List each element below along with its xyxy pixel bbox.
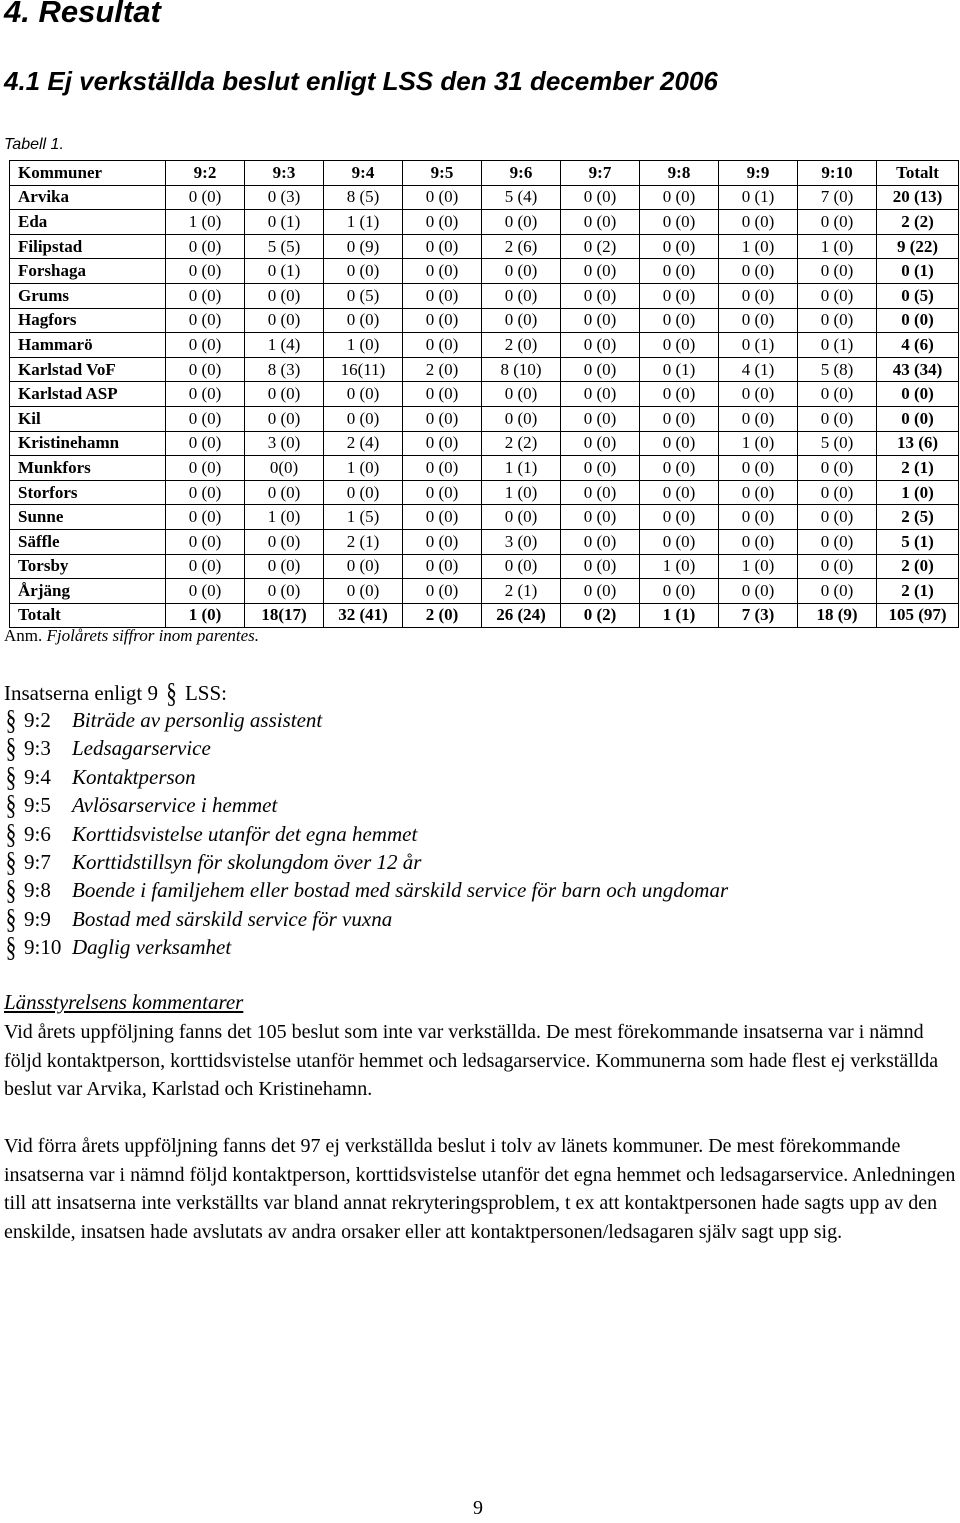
table-cell: 0 (0) [324, 308, 403, 333]
table-cell: 1 (0) [482, 480, 561, 505]
row-total-cell: 0 (5) [877, 283, 959, 308]
municipality-name: Munkfors [10, 456, 166, 481]
table-row [10, 283, 959, 308]
table-cell: 1 (1) [640, 603, 719, 628]
table-row [10, 505, 959, 530]
table-cell: 0 (0) [403, 210, 482, 235]
column-header: 9:7 [561, 161, 640, 186]
table-cell: 0 (0) [798, 308, 877, 333]
municipality-name: Arvika [10, 185, 166, 210]
table-row [10, 480, 959, 505]
table-cell: 0 (0) [640, 185, 719, 210]
table-cell: 0 (0) [561, 505, 640, 530]
table-cell: 0 (0) [324, 259, 403, 284]
table-cell: 0 (1) [640, 357, 719, 382]
row-total-cell: 2 (1) [877, 579, 959, 604]
row-total-cell: 20 (13) [877, 185, 959, 210]
insats-description: Biträde av personlig assistent [72, 708, 323, 732]
row-total-cell: 2 (2) [877, 210, 959, 235]
row-total-cell: 2 (5) [877, 505, 959, 530]
insats-item [4, 930, 728, 964]
table-cell: 0 (0) [640, 406, 719, 431]
table-cell: 0 (0) [561, 431, 640, 456]
insatser-title-after: LSS: [184, 681, 227, 705]
column-header: Totalt [877, 161, 959, 186]
section-symbol-icon: § [5, 817, 17, 850]
table-row [10, 308, 959, 333]
row-total-cell: 1 (0) [877, 480, 959, 505]
table-cell: 0 (0) [403, 308, 482, 333]
row-total-cell: 0 (0) [877, 308, 959, 333]
table-cell: 0 (0) [403, 505, 482, 530]
table-cell: 0 (0) [798, 406, 877, 431]
table-cell: 0 (0) [640, 431, 719, 456]
table-row [10, 406, 959, 431]
column-header: 9:4 [324, 161, 403, 186]
insats-item [4, 902, 728, 935]
table-cell: 0 (0) [166, 554, 245, 579]
column-header: 9:10 [798, 161, 877, 186]
table-cell: 0 (0) [561, 357, 640, 382]
table-cell: 0 (0) [482, 308, 561, 333]
row-total-cell: 0 (1) [877, 259, 959, 284]
table-cell: 3 (0) [482, 529, 561, 554]
municipality-name: Karlstad ASP [10, 382, 166, 407]
section-symbol-icon: § [5, 902, 17, 935]
table-cell: 0 (0) [561, 308, 640, 333]
table-cell: 0 (0) [166, 406, 245, 431]
table-cell: 2 (1) [324, 529, 403, 554]
table-cell: 0 (0) [324, 554, 403, 579]
table-cell: 3 (0) [245, 431, 324, 456]
table-cell: 1 (1) [324, 210, 403, 235]
municipality-name: Totalt [10, 603, 166, 628]
table-cell: 4 (1) [719, 357, 798, 382]
table-cell: 0 (0) [403, 382, 482, 407]
table-cell: 2 (6) [482, 234, 561, 259]
insatser-title [4, 676, 227, 710]
table-cell: 0 (0) [482, 505, 561, 530]
table-cell: 0 (0) [482, 554, 561, 579]
municipality-name: Storfors [10, 480, 166, 505]
table-cell: 5 (4) [482, 185, 561, 210]
table-cell: 0 (0) [166, 357, 245, 382]
note-prefix: Anm. [4, 626, 43, 645]
column-header: 9:3 [245, 161, 324, 186]
table-cell: 1 (0) [719, 431, 798, 456]
insats-description: Korttidstillsyn för skolungdom över 12 år [72, 849, 422, 874]
municipality-name: Hammarö [10, 333, 166, 358]
table-cell: 0 (0) [482, 406, 561, 431]
table-cell: 0 (5) [324, 283, 403, 308]
table-caption: Tabell 1. [4, 136, 64, 153]
municipality-name: Sunne [10, 505, 166, 530]
table-cell: 0 (0) [166, 382, 245, 407]
table-cell: 0 (0) [561, 185, 640, 210]
table-cell: 0 (0) [166, 529, 245, 554]
table-cell: 0 (0) [798, 382, 877, 407]
insats-description: Ledsagarservice [72, 736, 211, 761]
table-cell: 0 (0) [640, 456, 719, 481]
table-cell: 0 (0) [719, 505, 798, 530]
column-header: 9:2 [166, 161, 245, 186]
page-number: 9 [473, 1497, 483, 1519]
table-cell: 0 (0) [561, 529, 640, 554]
table-cell: 0 (0) [640, 259, 719, 284]
insats-description: Kontaktperson [72, 764, 196, 789]
table-cell: 0 (0) [403, 579, 482, 604]
section-symbol-icon: § [5, 760, 17, 793]
table-cell: 0 (2) [561, 603, 640, 628]
insatser-title-before: Insatserna enligt 9 [4, 681, 158, 705]
table-cell: 0 (0) [561, 210, 640, 235]
table-cell: 0 (0) [719, 259, 798, 284]
insats-item [4, 845, 728, 879]
table-header-row [10, 161, 959, 186]
municipality-name: Grums [10, 283, 166, 308]
table-cell: 2 (0) [482, 333, 561, 358]
table-cell: 0 (0) [324, 480, 403, 505]
table-cell: 0 (1) [719, 185, 798, 210]
table-cell: 0 (0) [640, 382, 719, 407]
table-cell: 0 (0) [719, 480, 798, 505]
table-cell: 0 (0) [324, 382, 403, 407]
table-row [10, 259, 959, 284]
table-cell: 0 (0) [403, 554, 482, 579]
insats-item [4, 732, 728, 765]
insats-item [4, 760, 728, 793]
table-cell: 0 (0) [403, 333, 482, 358]
table-row [10, 529, 959, 554]
table-row [10, 333, 959, 358]
table-cell: 0 (0) [640, 480, 719, 505]
section-heading: 4. Resultat [4, 0, 161, 29]
table-cell: 0 (0) [640, 283, 719, 308]
table-cell: 8 (5) [324, 185, 403, 210]
table-cell: 0 (0) [798, 529, 877, 554]
table-cell: 0 (0) [245, 554, 324, 579]
table-cell: 0 (0) [640, 308, 719, 333]
column-header: 9:8 [640, 161, 719, 186]
insats-description: Avlösarservice i hemmet [72, 793, 278, 818]
table-cell: 0 (0) [561, 382, 640, 407]
table-cell: 0 (0) [166, 234, 245, 259]
table-cell: 0 (0) [719, 382, 798, 407]
table-cell: 0 (9) [324, 234, 403, 259]
table-cell: 5 (8) [798, 357, 877, 382]
insatser-list [4, 703, 729, 964]
table-cell: 16(11) [324, 357, 403, 382]
insats-code: 9:8 [24, 878, 51, 903]
table-cell: 0 (0) [245, 529, 324, 554]
table-cell: 0 (0) [245, 579, 324, 604]
table-cell: 0 (0) [719, 406, 798, 431]
table-cell: 0 (0) [561, 456, 640, 481]
table-cell: 2 (0) [403, 603, 482, 628]
table-cell: 18 (9) [798, 603, 877, 628]
table-cell: 0 (0) [166, 259, 245, 284]
row-total-cell: 9 (22) [877, 234, 959, 259]
municipality-name: Kil [10, 406, 166, 431]
row-total-cell: 5 (1) [877, 529, 959, 554]
table-cell: 18(17) [245, 603, 324, 628]
table-cell: 2 (2) [482, 431, 561, 456]
table-cell: 2 (0) [403, 357, 482, 382]
table-cell: 5 (0) [798, 431, 877, 456]
table-cell: 0 (0) [482, 283, 561, 308]
section-symbol-icon: § [5, 845, 17, 879]
section-symbol-icon: § [5, 703, 17, 737]
row-total-cell: 13 (6) [877, 431, 959, 456]
table-cell: 1 (0) [798, 234, 877, 259]
table-cell: 1 (0) [166, 603, 245, 628]
insats-code: 9:10 [24, 935, 62, 960]
table-cell: 0 (0) [719, 308, 798, 333]
table-cell: 0 (0) [245, 382, 324, 407]
table-cell: 1 (0) [166, 210, 245, 235]
table-cell: 0 (0) [403, 283, 482, 308]
table-cell: 7 (3) [719, 603, 798, 628]
table-cell: 0 (0) [798, 456, 877, 481]
row-total-cell: 0 (0) [877, 382, 959, 407]
insats-code: 9:4 [24, 764, 51, 789]
table-cell: 0 (0) [403, 259, 482, 284]
table-cell: 2 (1) [482, 579, 561, 604]
table-cell: 0 (0) [798, 579, 877, 604]
table-cell: 2 (4) [324, 431, 403, 456]
subsection-heading: 4.1 Ej verkställda beslut enligt LSS den 31 december 2006 [4, 66, 718, 96]
insats-description: Boende i familjehem eller bostad med särskild service för barn och ungdomar [72, 878, 729, 903]
table-cell: 0 (0) [403, 431, 482, 456]
municipality-name: Forshaga [10, 259, 166, 284]
table-cell: 0 (1) [245, 259, 324, 284]
table-cell: 0 (1) [798, 333, 877, 358]
column-header: Kommuner [10, 161, 166, 186]
comments-paragraph: Vid förra årets uppföljning fanns det 97 ej verkställda beslut i tolv av länets kommuner. De mest förekommande insatserna var i nämnd följd kontaktperson, korttidsvistelse utanför det egna hemmet och ledsagarservice. Anledningen till att insatserna inte verkställts var bland annat rekryteringsproblem, t ex att kontaktpersonen hade sagts upp av den enskilde, insatsen hade avslutats av andra orsaker eller att kontaktpersonen/ledsagaren själv sagt upp sig. [4, 1135, 956, 1243]
table-cell: 0 (0) [561, 283, 640, 308]
insats-item [4, 817, 728, 850]
table-cell: 1 (0) [719, 234, 798, 259]
table-cell: 0 (0) [403, 456, 482, 481]
insats-description: Korttidsvistelse utanför det egna hemmet [72, 821, 418, 846]
table-cell: 0 (1) [245, 210, 324, 235]
municipality-name: Hagfors [10, 308, 166, 333]
table-cell: 7 (0) [798, 185, 877, 210]
table-total-row [10, 603, 959, 628]
table-cell: 0 (0) [640, 529, 719, 554]
table-cell: 0 (0) [719, 210, 798, 235]
table-cell: 0 (0) [561, 333, 640, 358]
table-cell: 0 (0) [719, 529, 798, 554]
table-cell: 0 (0) [166, 308, 245, 333]
table-row [10, 357, 959, 382]
table-cell: 1 (1) [482, 456, 561, 481]
insats-description: Bostad med särskild service för vuxna [72, 906, 393, 931]
municipality-name: Karlstad VoF [10, 357, 166, 382]
table-cell: 0 (0) [166, 333, 245, 358]
table-cell: 0 (0) [245, 308, 324, 333]
table-row [10, 554, 959, 579]
municipality-name: Kristinehamn [10, 431, 166, 456]
table-cell: 0 (0) [798, 480, 877, 505]
table-cell: 0 (0) [640, 505, 719, 530]
table-cell: 0 (0) [640, 579, 719, 604]
insats-item [4, 703, 728, 737]
section-symbol-icon: § [5, 788, 17, 822]
lss-results-table [9, 160, 959, 628]
table-cell: 0 (0) [719, 579, 798, 604]
insats-code: 9:6 [24, 821, 51, 846]
table-cell: 1 (0) [719, 554, 798, 579]
table-cell: 0 (0) [324, 406, 403, 431]
row-total-cell: 0 (0) [877, 406, 959, 431]
table-cell: 0 (0) [798, 554, 877, 579]
table-cell: 0 (0) [561, 554, 640, 579]
table-cell: 0 (0) [561, 259, 640, 284]
table-cell: 0 (0) [798, 505, 877, 530]
table-cell: 1 (5) [324, 505, 403, 530]
insats-item [4, 874, 729, 907]
table-cell: 0 (0) [640, 333, 719, 358]
insats-code: 9:5 [24, 793, 51, 818]
table-cell: 1 (0) [245, 505, 324, 530]
municipality-name: Säffle [10, 529, 166, 554]
column-header: 9:5 [403, 161, 482, 186]
section-symbol-icon: § [5, 732, 17, 765]
table-cell: 0 (0) [403, 234, 482, 259]
table-cell: 0 (0) [798, 210, 877, 235]
column-header: 9:6 [482, 161, 561, 186]
municipality-name: Eda [10, 210, 166, 235]
section-symbol-icon: § [5, 874, 17, 907]
comments-paragraph: Vid årets uppföljning fanns det 105 beslut som inte var verkställda. De mest förekommande insatserna var i nämnd följd kontaktperson, korttidsvistelse utanför hemmet och ledsagarservice. Kommunerna som hade flest ej verkställda beslut var Arvika, Karlstad och Kristinehamn. [4, 1021, 939, 1100]
table-cell: 8 (3) [245, 357, 324, 382]
table-cell: 0 (0) [561, 579, 640, 604]
table-cell: 5 (5) [245, 234, 324, 259]
table-cell: 0 (0) [719, 283, 798, 308]
table-cell: 0 (0) [482, 382, 561, 407]
table-cell: 0 (3) [245, 185, 324, 210]
table-row [10, 579, 959, 604]
table-cell: 0 (0) [640, 210, 719, 235]
table-row [10, 210, 959, 235]
table-note [4, 626, 259, 646]
row-total-cell: 105 (97) [877, 603, 959, 628]
table-cell: 8 (10) [482, 357, 561, 382]
column-header: 9:9 [719, 161, 798, 186]
table-cell: 32 (41) [324, 603, 403, 628]
table-row [10, 382, 959, 407]
table-cell: 1 (0) [324, 456, 403, 481]
row-total-cell: 2 (0) [877, 554, 959, 579]
table-cell: 0 (2) [561, 234, 640, 259]
table-row [10, 431, 959, 456]
table-cell: 0 (0) [561, 406, 640, 431]
table-cell: 26 (24) [482, 603, 561, 628]
table-cell: 0 (0) [166, 185, 245, 210]
table-cell: 1 (0) [640, 554, 719, 579]
table-cell: 0 (0) [324, 579, 403, 604]
row-total-cell: 43 (34) [877, 357, 959, 382]
row-total-cell: 4 (6) [877, 333, 959, 358]
table-cell: 0 (0) [166, 480, 245, 505]
section-symbol-icon: § [166, 676, 177, 710]
table-body [10, 185, 959, 628]
table-cell: 0 (0) [245, 406, 324, 431]
row-total-cell: 2 (1) [877, 456, 959, 481]
table-cell: 0 (0) [403, 406, 482, 431]
table-cell: 0 (0) [403, 480, 482, 505]
table-cell: 0 (0) [166, 579, 245, 604]
note-text: Fjolårets siffror inom parentes. [46, 626, 259, 645]
municipality-name: Årjäng [10, 579, 166, 604]
table-cell: 0(0) [245, 456, 324, 481]
table-cell: 0 (0) [798, 283, 877, 308]
insats-item [4, 788, 728, 822]
table-cell: 0 (0) [561, 480, 640, 505]
table-cell: 0 (0) [403, 529, 482, 554]
table-cell: 0 (0) [719, 456, 798, 481]
table-row [10, 234, 959, 259]
insats-code: 9:3 [24, 736, 51, 761]
table-cell: 0 (0) [482, 210, 561, 235]
municipality-name: Filipstad [10, 234, 166, 259]
table-cell: 0 (0) [482, 259, 561, 284]
table-row [10, 185, 959, 210]
table-cell: 0 (0) [403, 185, 482, 210]
table-cell: 0 (0) [166, 456, 245, 481]
table-cell: 0 (0) [166, 431, 245, 456]
table-cell: 0 (0) [166, 505, 245, 530]
insats-description: Daglig verksamhet [72, 935, 232, 960]
table-cell: 0 (1) [719, 333, 798, 358]
insats-code: 9:2 [24, 708, 51, 732]
section-symbol-icon: § [5, 930, 17, 964]
table-cell: 0 (0) [245, 480, 324, 505]
table-row [10, 456, 959, 481]
table-cell: 0 (0) [640, 234, 719, 259]
municipality-name: Torsby [10, 554, 166, 579]
table-cell: 0 (0) [798, 259, 877, 284]
insats-code: 9:7 [24, 849, 51, 874]
table-cell: 1 (0) [324, 333, 403, 358]
table-cell: 0 (0) [166, 283, 245, 308]
table-cell: 0 (0) [245, 283, 324, 308]
insats-code: 9:9 [24, 906, 51, 931]
table-cell: 1 (4) [245, 333, 324, 358]
comments-heading: Länsstyrelsens kommentarer [4, 990, 244, 1014]
